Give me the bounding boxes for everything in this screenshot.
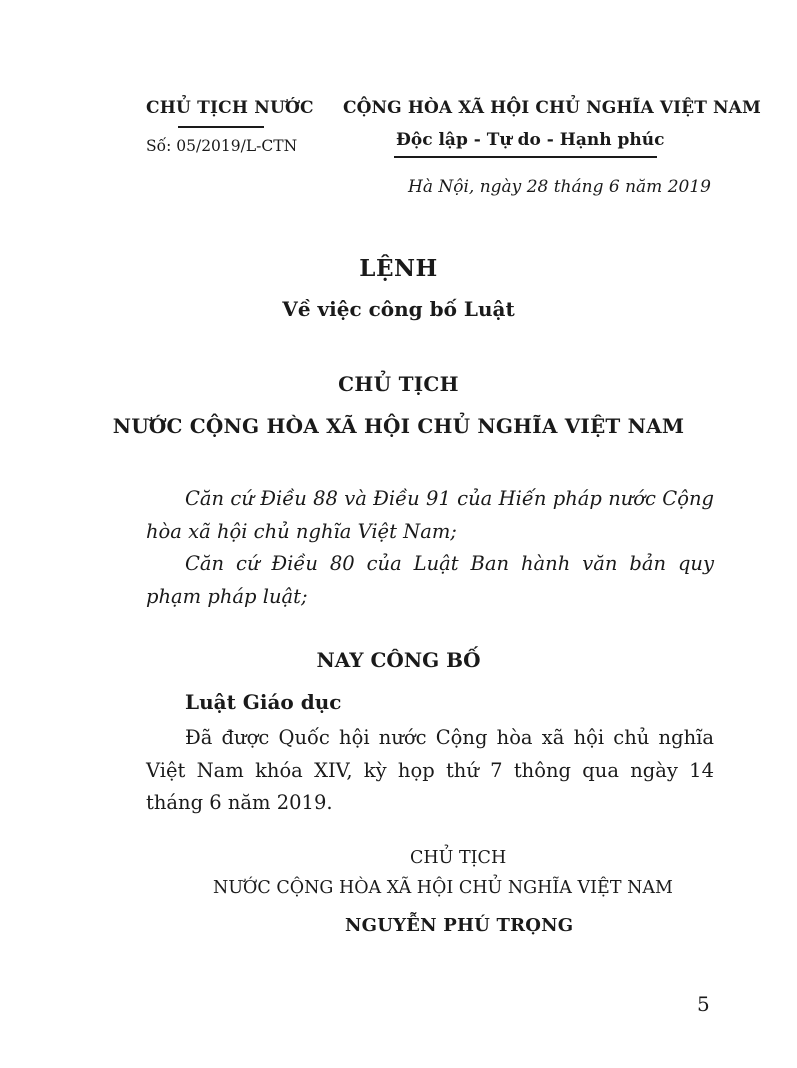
adoption-paragraph: Đã được Quốc hội nước Cộng hòa xã hội chủ nghĩa Việt Nam khóa XIV, kỳ họp thứ 7 thông qua ngày 14 tháng 6 năm 2019. — [146, 726, 714, 814]
national-motto: Độc lập - Tự do - Hạnh phúc — [396, 130, 665, 150]
document-number: Số: 05/2019/L-CTN — [146, 137, 298, 155]
signature-title: CHỦ TỊCH — [410, 848, 507, 868]
issuer-underline — [178, 126, 264, 128]
signer-name: NGUYỄN PHÚ TRỌNG — [345, 915, 574, 936]
law-name: Luật Giáo dục — [185, 690, 342, 714]
authority-name: NƯỚC CỘNG HÒA XÃ HỘI CHỦ NGHĨA VIỆT NAM — [112, 414, 685, 438]
document-title: LỆNH — [359, 255, 438, 282]
proclamation-heading: NAY CÔNG BỐ — [316, 648, 481, 672]
authority-title: CHỦ TỊCH — [338, 372, 459, 396]
page-number: 5 — [697, 992, 710, 1016]
legal-basis-paragraph: Căn cứ Điều 88 và Điều 91 của Hiến pháp nước Cộng hòa xã hội chủ nghĩa Việt Nam; — [146, 487, 714, 543]
legal-basis-paragraph: Căn cứ Điều 80 của Luật Ban hành văn bản quy phạm pháp luật; — [146, 552, 714, 608]
signature-authority: NƯỚC CỘNG HÒA XÃ HỘI CHỦ NGHĨA VIỆT NAM — [213, 878, 673, 898]
national-title: CỘNG HÒA XÃ HỘI CHỦ NGHĨA VIỆT NAM — [343, 98, 761, 118]
document-subtitle: Về việc công bố Luật — [282, 297, 515, 321]
issuer: CHỦ TỊCH NƯỚC — [146, 98, 314, 118]
place-date: Hà Nội, ngày 28 tháng 6 năm 2019 — [408, 177, 711, 197]
motto-underline — [394, 156, 657, 158]
